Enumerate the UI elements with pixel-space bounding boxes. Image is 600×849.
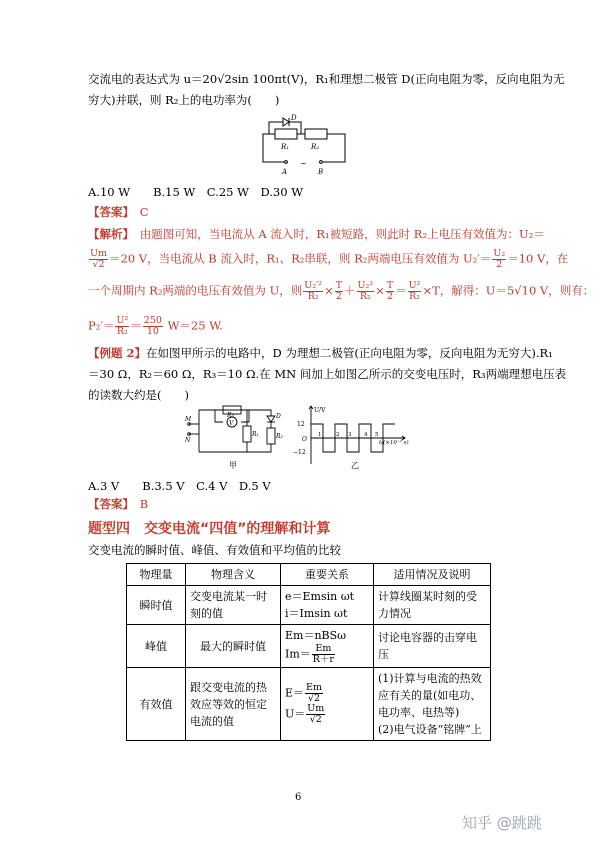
q1-analysis-line1: 由题图可知，当电流从 A 流入时，R₁被短路，则此时 R₂上电压有效值为：U₂＝ <box>139 227 545 241</box>
meaning-cell <box>186 586 281 625</box>
r1-label: R₁ <box>252 431 259 438</box>
frac-num: Um <box>90 248 108 259</box>
q1-answer-tag: 【答案】 <box>88 205 129 219</box>
table-row <box>127 668 491 741</box>
ex2-line3: 的读数大约是( ) <box>88 388 189 402</box>
q1-analysis-line3 <box>88 281 594 302</box>
frac-num: U₂² <box>357 280 374 291</box>
frac-den: R₂ <box>307 291 319 302</box>
frac-den: R₂ <box>116 326 128 337</box>
q1-analysis-line4 <box>88 316 223 337</box>
meaning-line: 跟交变电流的热 <box>190 680 267 694</box>
usage-line: (1)计算与电流的热效 <box>378 672 482 685</box>
usage-line: 压 <box>378 648 389 661</box>
x-axis-label: t/(×10⁻² s) <box>379 440 409 446</box>
relation-prefix: E＝ <box>285 686 305 700</box>
q1-line1: 交流电的表达式为 u＝20√2sin 100πt(V)，R₁和理想二极管 D(正向电阻为零，反向电阻为无 <box>88 72 565 86</box>
q1-analysis-line3-end: ×T，解得：U＝5√10 V，则有： <box>422 283 595 298</box>
p2-prefix: P₂′＝ <box>88 318 115 333</box>
ac-source-symbol: ~ <box>300 159 307 168</box>
frac-den: R₂ <box>409 291 421 302</box>
relation-line: Em＝nBSω <box>285 629 347 642</box>
frac-den: √2 <box>309 714 322 725</box>
watermark: 知乎 @跳跳 <box>462 814 542 832</box>
r2-label: R₂ <box>276 433 283 440</box>
meaning-line: 效应等效的恒定 <box>190 697 267 711</box>
r2-label: R₂ <box>311 143 320 151</box>
quantity-name: 峰值 <box>127 625 186 668</box>
diode-label: D <box>291 114 297 122</box>
relation-line <box>285 704 369 725</box>
relation-line: e＝Emsin ωt <box>285 590 355 603</box>
meaning-line: 交变电流某一时 <box>190 590 267 603</box>
frac-num: T <box>386 280 394 291</box>
meaning-cell <box>186 668 281 741</box>
usage-line: 计算线圈某时刻的受 <box>378 590 477 603</box>
r1-label: R₁ <box>281 143 290 151</box>
frac-den: √2 <box>307 693 321 704</box>
meaning-line: 刻的值 <box>190 607 223 620</box>
ex2-line2: ＝30 Ω，R₂＝60 Ω，R₃＝10 Ω.在 MN 间加上如图乙所示的交变电压时，R₃两端理想电压表 <box>88 367 567 381</box>
q1-analysis-line2 <box>88 249 568 270</box>
ex2-line1: 在如图甲所示的电路中，D 为理想二极管(正向电阻为零，反向电阻为无穷大).R₁ <box>146 346 553 360</box>
header-cell: 物理含义 <box>186 564 281 586</box>
times-sign: × <box>375 283 385 298</box>
meaning-line: 电流的值 <box>190 714 234 728</box>
circuit-diagram-jia <box>185 404 285 472</box>
page-number: 6 <box>295 792 302 803</box>
q1-line2: 穷大)并联，则 R₂上的电功率为( ) <box>88 93 280 107</box>
times-sign: × <box>324 283 334 298</box>
y-tick-top: 12 <box>297 421 305 428</box>
ex2-answer: B <box>139 497 149 511</box>
frac-num: Um <box>307 703 325 714</box>
figure-yi-caption: 乙 <box>351 461 359 470</box>
frac-num: Em <box>312 644 335 655</box>
table-header-row <box>127 564 491 586</box>
r3-label: R₃ <box>227 412 234 419</box>
header-cell: 物理量 <box>127 564 186 586</box>
y-tick-bottom: −12 <box>293 449 306 456</box>
relation-line <box>285 644 369 665</box>
frac-num: U² <box>408 280 421 291</box>
frac-num: U₂′² <box>304 280 323 291</box>
figure-jia-caption: 甲 <box>229 461 237 470</box>
usage-line: 力情况 <box>378 607 411 620</box>
x-tick-4: 4 <box>364 432 368 438</box>
q1-options: A.10 W B.15 W C.25 W D.30 W <box>88 185 304 199</box>
x-tick-5: 5 <box>375 432 379 438</box>
usage-cell <box>374 668 491 741</box>
x-tick-3: 3 <box>348 432 352 438</box>
x-tick-2: 2 <box>336 432 340 438</box>
frac-num: T <box>335 280 343 291</box>
ex2-answer-tag: 【答案】 <box>88 497 129 511</box>
terminal-m-label: M <box>185 416 192 423</box>
table-row <box>127 586 491 625</box>
terminal-a-label: A <box>282 168 288 176</box>
origin-label: O <box>302 436 307 443</box>
quantity-name: 有效值 <box>127 668 186 741</box>
voltage-graph-yi <box>293 404 423 472</box>
q1-analysis-line3-text: 一个周期内 R₂两端的电压有效值为 U，则 <box>88 283 303 298</box>
quantity-name: 瞬时值 <box>127 586 186 625</box>
frac-den: 2 <box>496 259 503 270</box>
ex2-options: A.3 V B.3.5 V C.4 V D.5 V <box>88 479 271 493</box>
relation-prefix: Im＝ <box>285 647 311 661</box>
diode-label: D <box>276 413 281 420</box>
usage-cell <box>374 586 491 625</box>
q1-analysis-line2-text: ＝20 V，当电流从 B 流入时，R₁、R₂串联，则 R₂两端电压有效值为 U₂′＝ <box>109 251 492 266</box>
relation-cell <box>281 625 374 668</box>
usage-line: 应有关的量(如电功、 <box>378 689 482 702</box>
relation-line: i＝Imsin ωt <box>285 607 348 620</box>
frac-num: U₂ <box>493 248 506 259</box>
usage-line: 电功率、电热等) <box>378 706 460 719</box>
section-intro: 交变电流的瞬时值、峰值、有效值和平均值的比较 <box>88 543 341 557</box>
x-tick-1: 1 <box>318 432 322 438</box>
meaning-cell: 最大的瞬时值 <box>186 625 281 668</box>
usage-cell <box>374 625 491 668</box>
frac-den: 2 <box>386 291 393 302</box>
q1-answer: C <box>139 205 149 219</box>
frac-num: U² <box>116 315 129 326</box>
frac-den: √2 <box>92 259 105 270</box>
usage-line: (2)电气设备“铭牌”上 <box>378 723 482 736</box>
comparison-table <box>126 563 491 741</box>
terminal-n-label: N <box>185 437 191 444</box>
relation-cell <box>281 586 374 625</box>
q1-analysis-tag: 【解析】 <box>88 227 129 241</box>
circuit-diagram-1 <box>255 114 355 176</box>
q1-analysis-line2-end: ＝10 V，在 <box>507 251 569 266</box>
frac-den: R₂ <box>359 291 371 302</box>
frac-den: 2 <box>335 291 342 302</box>
frac-den: R＋r <box>312 654 334 665</box>
frac-num: Em <box>306 682 322 693</box>
section-title: 题型四 交变电流“四值”的理解和计算 <box>88 521 331 537</box>
frac-num: 250 <box>143 315 162 326</box>
q1-analysis-line4-end: W＝25 W. <box>163 318 223 333</box>
terminal-b-label: B <box>318 168 324 176</box>
usage-line: 讨论电容器的击穿电 <box>378 631 477 644</box>
table-row <box>127 625 491 668</box>
plus-sign: ＋ <box>344 283 356 298</box>
frac-den: 10 <box>146 326 159 337</box>
relation-cell <box>281 668 374 741</box>
relation-line <box>285 683 369 704</box>
y-axis-label: U/V <box>314 407 326 414</box>
ex2-tag: 【例题 2】 <box>88 346 147 360</box>
relation-prefix: U＝ <box>285 707 306 721</box>
equals-sign: ＝ <box>395 283 407 298</box>
header-cell: 适用情况及说明 <box>374 564 491 586</box>
header-cell: 重要关系 <box>281 564 374 586</box>
voltmeter-label: V <box>229 420 234 427</box>
equals-sign: ＝ <box>130 318 142 333</box>
